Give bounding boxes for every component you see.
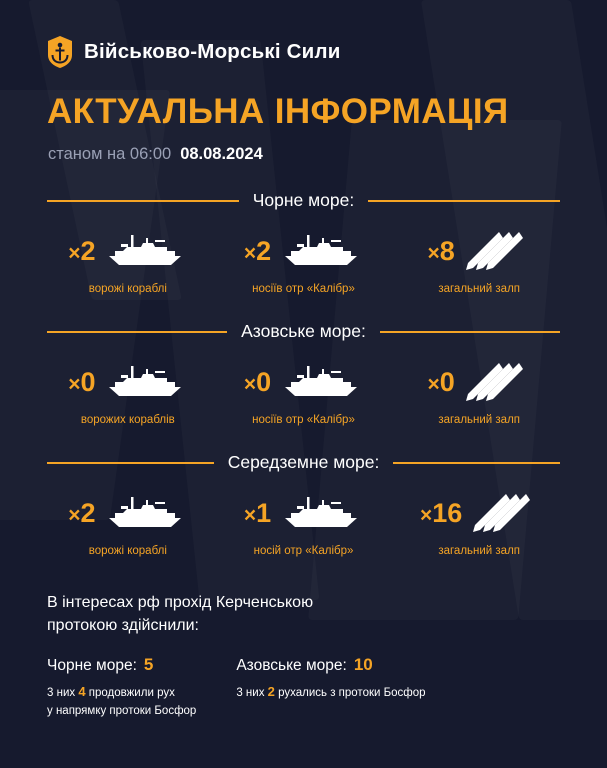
card-row — [0, 356, 607, 426]
stat-card — [40, 487, 216, 557]
stat-label: загальний залп — [438, 545, 521, 557]
footer — [0, 591, 607, 720]
stat-label: носіїв отр «Калібр» — [252, 414, 355, 426]
footer-stat-sub-text: продовжили рух — [88, 687, 175, 700]
stat-card — [216, 225, 392, 295]
stat-label: ворожі кораблі — [88, 545, 167, 557]
stat-card — [40, 356, 216, 426]
rule-right — [393, 462, 560, 464]
section-header — [0, 452, 607, 473]
footer-stat-name: Азовське море: — [236, 657, 347, 675]
header — [0, 0, 607, 68]
missiles-icon — [461, 361, 531, 403]
stat-count: ×16 — [420, 497, 463, 528]
footer-lead-line1: В інтересах рф прохід Керченською — [47, 594, 314, 611]
stat-label: ворожих кораблів — [80, 414, 175, 426]
section-title: Чорне море: — [252, 190, 355, 210]
footer-stat-sub-value: 4 — [78, 684, 86, 700]
warship-icon — [101, 362, 187, 402]
section-header — [0, 190, 607, 211]
section-black-sea — [0, 190, 607, 295]
stat-count: ×1 — [243, 497, 272, 528]
footer-stat-sub-text2: у напрямку протоки Босфор — [47, 704, 197, 717]
stat-count: ×0 — [68, 366, 96, 397]
subtitle-date: 08.08.2024 — [180, 145, 263, 163]
card-row — [0, 225, 607, 295]
subtitle-label: станом на 06:00 — [48, 145, 172, 163]
stat-label: загальний залп — [438, 414, 521, 426]
footer-stat-sub-text: рухались з протоки Босфор — [278, 687, 426, 700]
missiles-icon — [468, 492, 538, 534]
footer-lead-line2: протокою здійснили: — [47, 617, 199, 635]
footer-stat-black-sea — [47, 655, 196, 720]
rule-right — [380, 331, 560, 333]
footer-stat-value: 5 — [143, 655, 154, 675]
rule-right — [368, 200, 560, 202]
stat-card — [40, 225, 216, 295]
stat-label: носіїв отр «Калібр» — [252, 283, 355, 295]
footer-stat-name: Чорне море: — [47, 657, 137, 675]
footer-stat-azov-sea — [236, 655, 425, 720]
footer-stat-sub-prefix: 3 них — [236, 687, 265, 700]
section-header — [0, 321, 607, 342]
stat-count: ×2 — [68, 497, 96, 528]
stat-label: загальний залп — [438, 283, 521, 295]
warship-icon — [277, 493, 363, 533]
stat-card — [216, 487, 392, 557]
section-title: Азовське море: — [241, 321, 366, 341]
brand-title: Військово-Морські Сили — [84, 40, 341, 63]
stat-card — [391, 487, 567, 557]
footer-stats — [47, 655, 560, 720]
section-title: Середземне море: — [227, 452, 380, 472]
warship-icon — [277, 362, 363, 402]
stat-count: ×0 — [243, 366, 272, 397]
stat-count: ×8 — [427, 235, 455, 266]
stat-count: ×2 — [243, 235, 272, 266]
section-mediterranean-sea — [0, 452, 607, 557]
rule-left — [47, 200, 239, 202]
footer-lead — [47, 591, 560, 637]
footer-stat-value: 10 — [353, 655, 373, 675]
footer-stat-sub-value: 2 — [267, 684, 275, 700]
stat-card — [216, 356, 392, 426]
stat-label: носій отр «Калібр» — [253, 545, 354, 557]
warship-icon — [277, 231, 363, 271]
stat-card — [391, 356, 567, 426]
naval-anchor-emblem-icon — [47, 36, 73, 68]
rule-left — [47, 462, 214, 464]
stat-count: ×0 — [427, 366, 455, 397]
subtitle — [48, 145, 607, 164]
card-row — [0, 487, 607, 557]
missiles-icon — [461, 230, 531, 272]
stat-card — [391, 225, 567, 295]
section-azov-sea — [0, 321, 607, 426]
stat-label: ворожі кораблі — [88, 283, 167, 295]
footer-stat-sub-prefix: 3 них — [47, 687, 76, 700]
page-title: АКТУАЛЬНА ІНФОРМАЦІЯ — [47, 92, 509, 131]
warship-icon — [101, 493, 187, 533]
stat-count: ×2 — [68, 235, 96, 266]
warship-icon — [101, 231, 187, 271]
rule-left — [47, 331, 227, 333]
